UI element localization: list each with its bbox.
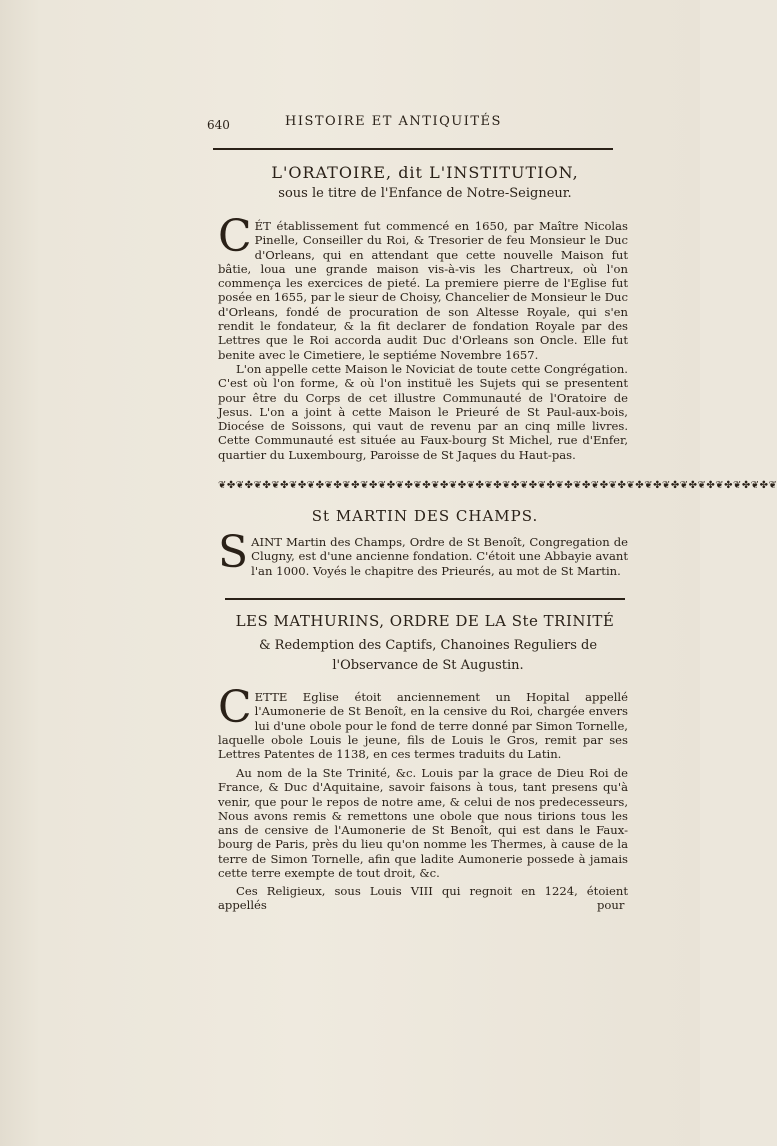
dropcap: C — [218, 211, 252, 262]
catchword: pour — [597, 898, 625, 912]
section1-subtitle: sous le titre de l'Enfance de Notre-Seigneur. — [278, 186, 572, 201]
running-head — [207, 114, 627, 134]
paragraph-text: ETTE Eglise étoit anciennement un Hopital appellé l'Aumonerie de St Benoît, en la censive du Roi, chargée envers lui d'une obole pour le fond de terre donné par Simon Tornelle, laquelle obole Louis le jeune, fils de Louis le Gros, remit par ses Lettres Patentes de 1138, en ces termes traduits du Latin. — [218, 690, 628, 762]
dropcap: C — [218, 682, 252, 733]
paragraph-text: L'on appelle cette Maison le Noviciat de toute cette Congrégation. C'est où l'on forme, & où l'on instituë les Sujets qui se presentent pour être du Corps de cet illustre Communauté de l'Oratoire de Jesus. L'on a joint à cette Maison le Prieuré de St Paul-aux-bois, Diocése de Soissons, qui vaut de revenu par an cinq mille livres. Cette Communauté est située au Faux-bourg St Michel, rue d'Enfer, quartier du Luxembourg, Paroisse de St Jaques du Haut-pas. — [218, 362, 628, 462]
running-head-title: HISTOIRE ET ANTIQUITÉS — [285, 114, 502, 129]
section1-paragraph-1 — [218, 211, 628, 362]
paragraph-text: Au nom de la Ste Trinité, &c. Louis par la grace de Dieu Roi de France, & Duc d'Aquitaine, savoir faisons à tous, tant presens qu'à venir, que pour le repos de notre ame, & celui de nos predecesseurs, Nous avons remis & remettons une obole que nous tirions tous les ans de censive de l'Aumonerie de St Benoît, qui est dans le Faux-bourg de Paris, près du lieu qu'on nomme les Thermes, à cause de la terre de Simon Tornelle, afin que ladite Aumonerie possede à jamais cette terre exempte de tout droit, &c. — [218, 766, 628, 881]
section2-title: St MARTIN DES CHAMPS. — [311, 507, 539, 525]
dropcap: S — [218, 527, 249, 578]
section3-title: LES MATHURINS, ORDRE DE LA Ste TRINITÉ — [235, 612, 615, 630]
section1-title: L'ORATOIRE, dit L'INSTITUTION, — [271, 163, 579, 182]
ornament-band: ❦✤❦✤❦✤❦✤❦✤❦✤❦✤❦✤❦✤❦✤❦✤❦✤❦✤❦✤❦✤❦✤❦✤❦✤❦✤❦✤❦✤❦✤❦✤❦✤❦✤❦✤❦✤❦✤❦✤❦✤❦✤❦ — [218, 480, 777, 491]
section3-paragraph-2 — [218, 766, 628, 880]
section3-paragraph-3 — [218, 884, 628, 913]
page-number: 640 — [207, 118, 230, 132]
section-rule — [225, 598, 625, 600]
section1-paragraph-2 — [218, 362, 628, 462]
section3-subtitle: & Redemption des Captifs, Chanoines Reguliers de l'Observance de St Augustin. — [258, 638, 598, 673]
section2-paragraph — [218, 527, 628, 578]
section3-paragraph-1 — [218, 682, 628, 762]
paragraph-text: Ces Religieux, sous Louis VIII qui regnoit en 1224, étoient appellés — [218, 884, 628, 913]
top-rule — [213, 148, 613, 150]
paragraph-text: AINT Martin des Champs, Ordre de St Benoît, Congregation de Clugny, est d'une ancienne fondation. C'étoit une Abbayie avant l'an 1000. Voyés le chapitre des Prieurés, au mot de St Martin. — [251, 535, 628, 578]
paragraph-text: ÉT établissement fut commencé en 1650, par Maître Nicolas Pinelle, Conseiller du Roi, & Tresorier de feu Monsieur le Duc d'Orleans, qui en attendant que cette nouvelle Maison fut bâtie, loua une grande maison vis-à-vis les Chartreux, où l'on commença les exercices de pieté. La premiere pierre de l'Eglise fut posée en 1655, par le sieur de Choisy, Chancelier de Monsieur le Duc d'Orleans, fondé de procuration de son Altesse Royale, qui s'en rendit le fondateur, & la fit declarer de fondation Royale par des Lettres que le Roi accorda audit Duc d'Orleans son Oncle. Elle fut benite avec le Cimetiere, le septiéme Novembre 1657. — [218, 219, 628, 362]
